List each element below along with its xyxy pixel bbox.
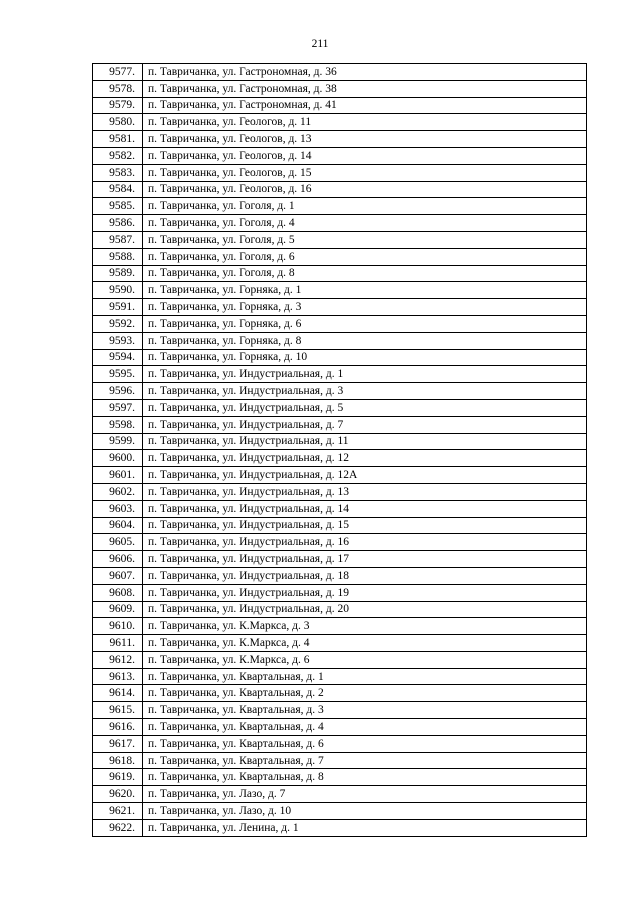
row-address: п. Тавричанка, ул. Горняка, д. 3 <box>143 299 587 316</box>
row-address: п. Тавричанка, ул. Гоголя, д. 4 <box>143 215 587 232</box>
row-number: 9611. <box>93 635 143 652</box>
table-row <box>93 517 587 534</box>
row-number: 9602. <box>93 483 143 500</box>
row-number: 9578. <box>93 80 143 97</box>
row-address: п. Тавричанка, ул. Горняка, д. 6 <box>143 315 587 332</box>
row-address: п. Тавричанка, ул. Квартальная, д. 6 <box>143 735 587 752</box>
table-row <box>93 483 587 500</box>
row-address: п. Тавричанка, ул. Индустриальная, д. 12 <box>143 450 587 467</box>
table-row <box>93 803 587 820</box>
row-number: 9585. <box>93 198 143 215</box>
row-address: п. Тавричанка, ул. Гастрономная, д. 38 <box>143 80 587 97</box>
row-number: 9591. <box>93 299 143 316</box>
table-row <box>93 248 587 265</box>
table-row <box>93 668 587 685</box>
row-address: п. Тавричанка, ул. Геологов, д. 11 <box>143 114 587 131</box>
row-address: п. Тавричанка, ул. Квартальная, д. 1 <box>143 668 587 685</box>
table-row <box>93 769 587 786</box>
row-address: п. Тавричанка, ул. Индустриальная, д. 14 <box>143 500 587 517</box>
row-number: 9620. <box>93 786 143 803</box>
table-row <box>93 265 587 282</box>
table-row <box>93 752 587 769</box>
row-number: 9577. <box>93 64 143 81</box>
table-row <box>93 433 587 450</box>
row-number: 9614. <box>93 685 143 702</box>
row-address: п. Тавричанка, ул. Индустриальная, д. 3 <box>143 383 587 400</box>
row-address: п. Тавричанка, ул. К.Маркса, д. 6 <box>143 651 587 668</box>
row-address: п. Тавричанка, ул. Квартальная, д. 7 <box>143 752 587 769</box>
row-number: 9610. <box>93 618 143 635</box>
row-address: п. Тавричанка, ул. Гоголя, д. 1 <box>143 198 587 215</box>
table-row <box>93 215 587 232</box>
row-address: п. Тавричанка, ул. Индустриальная, д. 18 <box>143 567 587 584</box>
table-row <box>93 735 587 752</box>
row-number: 9615. <box>93 702 143 719</box>
table-row <box>93 534 587 551</box>
table-row <box>93 618 587 635</box>
row-address: п. Тавричанка, ул. Геологов, д. 16 <box>143 181 587 198</box>
row-number: 9587. <box>93 231 143 248</box>
row-address: п. Тавричанка, ул. Индустриальная, д. 16 <box>143 534 587 551</box>
row-address: п. Тавричанка, ул. Гоголя, д. 8 <box>143 265 587 282</box>
row-number: 9600. <box>93 450 143 467</box>
row-number: 9618. <box>93 752 143 769</box>
table-row <box>93 315 587 332</box>
row-address: п. Тавричанка, ул. Гоголя, д. 6 <box>143 248 587 265</box>
table-row <box>93 131 587 148</box>
row-number: 9616. <box>93 719 143 736</box>
row-number: 9621. <box>93 803 143 820</box>
table-row <box>93 114 587 131</box>
row-number: 9584. <box>93 181 143 198</box>
row-address: п. Тавричанка, ул. Горняка, д. 1 <box>143 282 587 299</box>
row-address: п. Тавричанка, ул. Индустриальная, д. 19 <box>143 584 587 601</box>
row-address: п. Тавричанка, ул. Ленина, д. 1 <box>143 819 587 836</box>
row-address: п. Тавричанка, ул. Индустриальная, д. 17 <box>143 551 587 568</box>
row-address: п. Тавричанка, ул. Квартальная, д. 3 <box>143 702 587 719</box>
table-row <box>93 147 587 164</box>
row-address: п. Тавричанка, ул. Квартальная, д. 2 <box>143 685 587 702</box>
table-row <box>93 685 587 702</box>
table-row <box>93 181 587 198</box>
row-number: 9617. <box>93 735 143 752</box>
row-number: 9593. <box>93 332 143 349</box>
page-number: 211 <box>311 38 329 50</box>
row-number: 9606. <box>93 551 143 568</box>
row-number: 9590. <box>93 282 143 299</box>
row-number: 9619. <box>93 769 143 786</box>
row-number: 9603. <box>93 500 143 517</box>
row-address: п. Тавричанка, ул. Лазо, д. 10 <box>143 803 587 820</box>
row-address: п. Тавричанка, ул. Индустриальная, д. 15 <box>143 517 587 534</box>
table-row <box>93 349 587 366</box>
row-address: п. Тавричанка, ул. Индустриальная, д. 5 <box>143 399 587 416</box>
row-number: 9597. <box>93 399 143 416</box>
row-address: п. Тавричанка, ул. Гастрономная, д. 41 <box>143 97 587 114</box>
table-row <box>93 567 587 584</box>
row-address: п. Тавричанка, ул. Индустриальная, д. 13 <box>143 483 587 500</box>
row-number: 9581. <box>93 131 143 148</box>
row-address: п. Тавричанка, ул. Лазо, д. 7 <box>143 786 587 803</box>
row-address: п. Тавричанка, ул. Индустриальная, д. 1 <box>143 366 587 383</box>
table-row <box>93 719 587 736</box>
table-row <box>93 601 587 618</box>
table-row <box>93 198 587 215</box>
row-address: п. Тавричанка, ул. Геологов, д. 14 <box>143 147 587 164</box>
row-address: п. Тавричанка, ул. Геологов, д. 13 <box>143 131 587 148</box>
table-row <box>93 399 587 416</box>
row-number: 9599. <box>93 433 143 450</box>
row-number: 9601. <box>93 467 143 484</box>
row-number: 9605. <box>93 534 143 551</box>
row-number: 9613. <box>93 668 143 685</box>
table-row <box>93 467 587 484</box>
row-address: п. Тавричанка, ул. Горняка, д. 10 <box>143 349 587 366</box>
row-address: п. Тавричанка, ул. Индустриальная, д. 7 <box>143 416 587 433</box>
row-number: 9580. <box>93 114 143 131</box>
table-row <box>93 299 587 316</box>
row-number: 9608. <box>93 584 143 601</box>
table-row <box>93 500 587 517</box>
table-row <box>93 97 587 114</box>
row-number: 9594. <box>93 349 143 366</box>
row-number: 9583. <box>93 164 143 181</box>
row-address: п. Тавричанка, ул. К.Маркса, д. 4 <box>143 635 587 652</box>
row-address: п. Тавричанка, ул. Индустриальная, д. 11 <box>143 433 587 450</box>
table-row <box>93 584 587 601</box>
address-table-body <box>93 64 587 837</box>
table-row <box>93 651 587 668</box>
address-table <box>92 63 587 837</box>
row-number: 9622. <box>93 819 143 836</box>
row-number: 9586. <box>93 215 143 232</box>
table-row <box>93 366 587 383</box>
table-row <box>93 819 587 836</box>
row-address: п. Тавричанка, ул. Индустриальная, д. 20 <box>143 601 587 618</box>
row-number: 9609. <box>93 601 143 618</box>
row-address: п. Тавричанка, ул. Геологов, д. 15 <box>143 164 587 181</box>
row-address: п. Тавричанка, ул. К.Маркса, д. 3 <box>143 618 587 635</box>
table-row <box>93 702 587 719</box>
row-address: п. Тавричанка, ул. Квартальная, д. 4 <box>143 719 587 736</box>
row-number: 9582. <box>93 147 143 164</box>
table-row <box>93 164 587 181</box>
table-row <box>93 551 587 568</box>
table-row <box>93 450 587 467</box>
row-number: 9598. <box>93 416 143 433</box>
row-number: 9589. <box>93 265 143 282</box>
row-number: 9592. <box>93 315 143 332</box>
row-address: п. Тавричанка, ул. Гастрономная, д. 36 <box>143 64 587 81</box>
table-row <box>93 282 587 299</box>
row-number: 9607. <box>93 567 143 584</box>
table-row <box>93 786 587 803</box>
row-number: 9612. <box>93 651 143 668</box>
table-row <box>93 416 587 433</box>
row-number: 9604. <box>93 517 143 534</box>
table-row <box>93 231 587 248</box>
row-number: 9595. <box>93 366 143 383</box>
row-address: п. Тавричанка, ул. Индустриальная, д. 12А <box>143 467 587 484</box>
row-number: 9579. <box>93 97 143 114</box>
table-row <box>93 635 587 652</box>
table-row <box>93 383 587 400</box>
row-address: п. Тавричанка, ул. Горняка, д. 8 <box>143 332 587 349</box>
row-address: п. Тавричанка, ул. Квартальная, д. 8 <box>143 769 587 786</box>
row-number: 9588. <box>93 248 143 265</box>
row-address: п. Тавричанка, ул. Гоголя, д. 5 <box>143 231 587 248</box>
row-number: 9596. <box>93 383 143 400</box>
table-row <box>93 80 587 97</box>
table-row <box>93 64 587 81</box>
table-row <box>93 332 587 349</box>
